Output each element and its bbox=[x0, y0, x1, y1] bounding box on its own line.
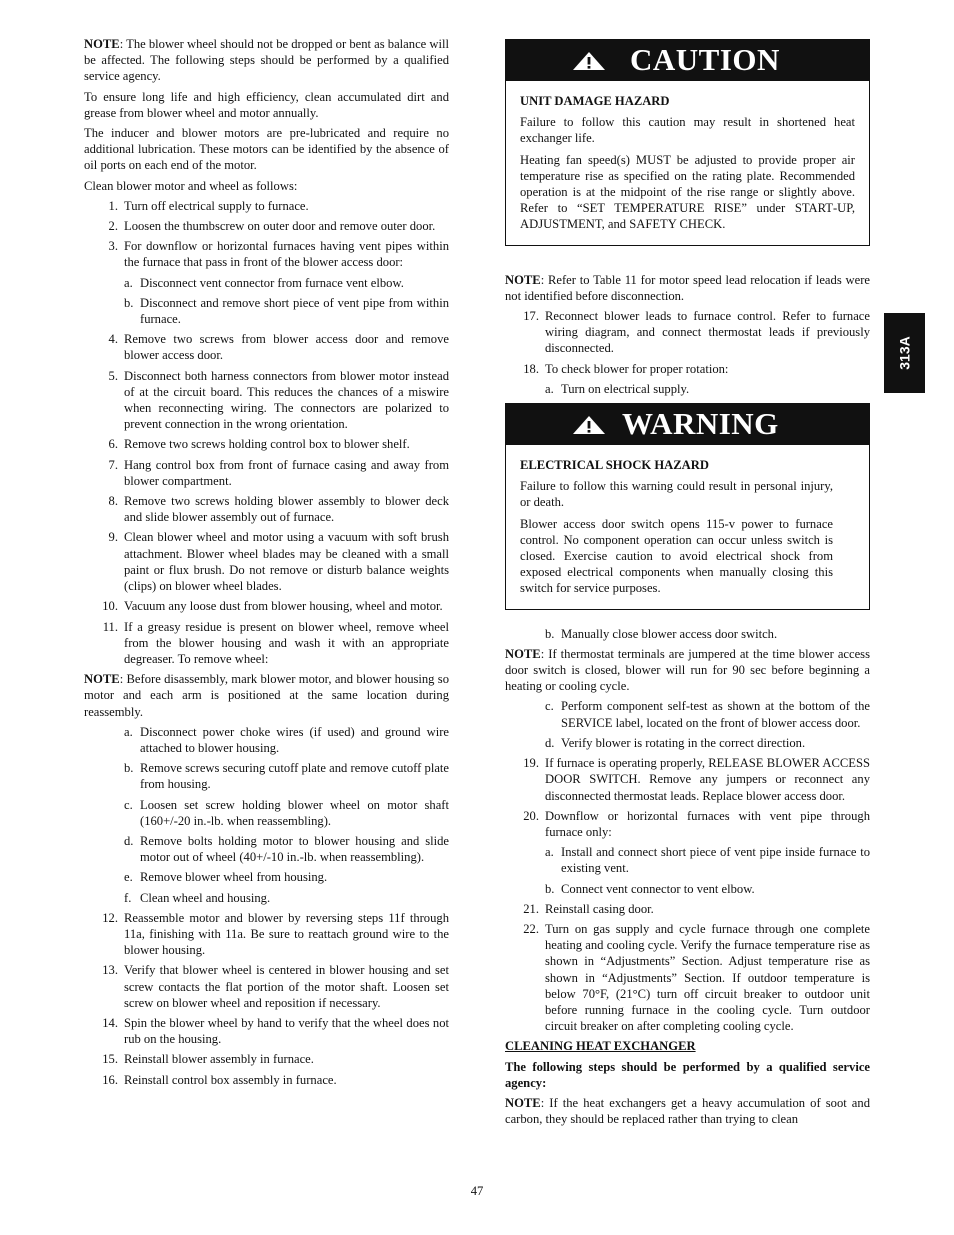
list-item-number: 12. bbox=[102, 910, 118, 925]
warning-text-2: Blower access door switch opens 115‑v power to furnace control. No component operation can occur unless switch is closed. Exercise caution to avoid electrical shock from exposed electrical components when manually closing this switch for service purposes. bbox=[520, 516, 833, 596]
list-item-text: Reconnect blower leads to furnace control. Refer to furnace wiring diagram, and connect thermostat leads if previously disconnected. bbox=[545, 309, 870, 356]
list-item-text: Loosen set screw holding blower wheel on motor shaft (160+/‑20 in.‑lb. when reassembling). bbox=[140, 797, 449, 828]
list-item-text: Disconnect and remove short piece of vent pipe from within furnace. bbox=[140, 295, 449, 327]
list-item bbox=[84, 368, 449, 433]
warning-title: WARNING bbox=[622, 406, 779, 442]
list-item-number: e. bbox=[124, 870, 133, 885]
list-item-text: Turn on gas supply and cycle furnace through one complete heating and cooling cycle. Verify the furnace temperature rise as shown in “Adjustments” Section. Adjust temperature rise as shown in “Adjustments” Section. If outdoor temperature is below 70°F, (21°C) turn off circuit breaker to outdoor unit before running furnace in the cooling cycle. Turn outdoor circuit breaker on after completing cooling cycle. bbox=[545, 921, 870, 1034]
caution-header bbox=[506, 40, 869, 81]
substep-18b: b. Manually close blower access door switch. bbox=[545, 626, 778, 641]
steps-list-4 bbox=[505, 308, 870, 377]
warning-triangle-icon bbox=[572, 415, 606, 435]
substeps-3 bbox=[84, 275, 449, 328]
list-item bbox=[84, 833, 449, 865]
list-item bbox=[505, 698, 870, 730]
note-table-11: NOTE: Refer to Table 11 for motor speed lead relocation if leads were not identified before disconnection. bbox=[505, 272, 870, 303]
list-item-number: f. bbox=[124, 890, 132, 905]
steps-list-5 bbox=[505, 755, 870, 840]
list-item-number: 7. bbox=[108, 457, 118, 472]
list-item bbox=[505, 308, 870, 357]
list-item-text: Disconnect both harness connectors from blower motor instead of at the circuit board. This reduces the chances of a miswire when reconnecting wiring. The connectors are polarized to prevent connection in the wrong orientation. bbox=[124, 368, 449, 432]
warning-hazard: ELECTRICAL SHOCK HAZARD bbox=[520, 458, 709, 473]
note-blower-wheel: NOTE: The blower wheel should not be dropped or bent as balance will be affected. The following steps should be performed by a qualified service agency. bbox=[84, 37, 449, 84]
steps-list-1 bbox=[84, 198, 449, 271]
substep-18a: a. Turn on electrical supply. bbox=[545, 381, 690, 396]
caution-text-1: Failure to follow this caution may result in shortened heat exchanger life. bbox=[520, 115, 855, 146]
caution-text-2: Heating fan speed(s) MUST be adjusted to provide proper air temperature rise as specified on the rating plate. Recommended operation is at the midpoint of the rise range or slightly above. Refer to “SET TEMPERATURE RISE” under START‑UP, ADJUSTMENT, and SAFETY CHECK. bbox=[520, 152, 855, 232]
list-item-number: 13. bbox=[102, 963, 118, 978]
list-item-text: Remove bolts holding motor to blower housing and slide motor out of wheel (40+/‑10 in.‑lb. when reassembling). bbox=[140, 833, 449, 865]
list-item-number: 18. bbox=[523, 361, 539, 376]
paragraph-prelubricated: The inducer and blower motors are pre‑lubricated and require no additional lubrication. These motors can be identified by the absence of oil ports on each end of the motor. bbox=[84, 126, 449, 173]
list-item bbox=[84, 198, 449, 214]
list-item-number: 22. bbox=[523, 921, 539, 936]
qualified-agency-paragraph: The following steps should be performed by a qualified service agency: bbox=[505, 1059, 870, 1090]
list-item-text: Remove blower wheel from housing. bbox=[140, 870, 328, 885]
note-thermostat-jumpered: NOTE: If thermostat terminals are jumpered at the time blower access door switch is closed, blower will run for 90 sec before beginning a heating or cooling cycle. bbox=[505, 646, 870, 694]
list-item bbox=[84, 218, 449, 234]
list-item-text: Remove screws securing cutoff plate and remove cutoff plate from housing. bbox=[140, 761, 449, 792]
list-item-number: a. bbox=[545, 845, 554, 860]
caution-hazard: UNIT DAMAGE HAZARD bbox=[520, 94, 670, 108]
list-item-text: Disconnect power choke wires (if used) and ground wire attached to blower housing. bbox=[140, 724, 449, 755]
list-item bbox=[84, 436, 449, 452]
list-item-text: Vacuum any loose dust from blower housing, wheel and motor. bbox=[124, 599, 443, 614]
list-item bbox=[84, 890, 449, 906]
list-item bbox=[505, 735, 870, 751]
list-item-number: 17. bbox=[523, 309, 539, 324]
left-column bbox=[84, 36, 449, 1092]
list-item-text: Verify blower is rotating in the correct direction. bbox=[561, 735, 806, 750]
steps-list-6 bbox=[505, 901, 870, 1035]
list-item-number: 2. bbox=[108, 219, 118, 234]
list-item-number: a. bbox=[124, 724, 133, 739]
list-item-number: 1. bbox=[108, 198, 118, 213]
list-item-text: Reassemble motor and blower by reversing steps 11f through 11a, finishing with 11a. Be sure to reattach ground wire to the blower housing. bbox=[124, 910, 449, 958]
list-item-text: Reinstall control box assembly in furnace. bbox=[124, 1072, 337, 1087]
substeps-20 bbox=[505, 844, 870, 897]
list-item-number: c. bbox=[545, 699, 554, 714]
note-heat-exchangers: NOTE: If the heat exchangers get a heavy accumulation of soot and carbon, they should be replaced rather than trying to clean bbox=[505, 1095, 870, 1127]
list-item-number: 6. bbox=[108, 437, 118, 452]
page-number: 47 bbox=[470, 1184, 484, 1198]
list-item bbox=[84, 275, 449, 291]
list-item-number: 3. bbox=[108, 239, 118, 254]
list-item-number: 11. bbox=[102, 619, 118, 634]
caution-box bbox=[505, 39, 870, 246]
list-item-text: Install and connect short piece of vent pipe inside furnace to existing vent. bbox=[561, 845, 870, 876]
list-item-text: Perform component self‑test as shown at the bottom of the SERVICE label, located on the front of blower access door. bbox=[561, 699, 870, 730]
list-item-text: Spin the blower wheel by hand to verify that the wheel does not rub on the housing. bbox=[124, 1015, 449, 1047]
list-item-number: b. bbox=[124, 761, 134, 776]
list-item-text: Connect vent connector to vent elbow. bbox=[561, 881, 755, 896]
list-item bbox=[84, 529, 449, 594]
list-item-number: 4. bbox=[108, 332, 118, 347]
caution-title: CAUTION bbox=[630, 42, 780, 78]
list-item bbox=[84, 910, 449, 959]
list-item bbox=[84, 869, 449, 885]
list-item-number: 15. bbox=[102, 1052, 118, 1067]
list-item bbox=[84, 598, 449, 614]
list-item bbox=[505, 361, 870, 377]
list-item bbox=[84, 331, 449, 363]
list-item-number: 10. bbox=[102, 599, 118, 614]
list-item-text: Reinstall casing door. bbox=[545, 901, 654, 916]
list-item bbox=[505, 881, 870, 897]
list-item-text: Remove two screws holding control box to blower shelf. bbox=[124, 437, 410, 452]
list-item-number: b. bbox=[545, 881, 555, 896]
warning-triangle-icon bbox=[572, 51, 606, 71]
list-item bbox=[505, 755, 870, 804]
list-item bbox=[84, 1072, 449, 1088]
right-column bbox=[505, 39, 870, 1131]
list-item-text: Verify that blower wheel is centered in blower housing and set screw contacts the flat portion of the motor shaft. Loosen set screw on blower wheel and reposition if necessary. bbox=[124, 963, 449, 1010]
list-item bbox=[84, 619, 449, 668]
list-item-number: d. bbox=[124, 833, 134, 848]
paragraph-clean-annually: To ensure long life and high efficiency, clean accumulated dirt and grease from blower wheel and motor annually. bbox=[84, 89, 449, 120]
list-item bbox=[84, 1051, 449, 1067]
warning-text-1: Failure to follow this warning could result in personal injury, or death. bbox=[520, 479, 833, 510]
warning-header bbox=[506, 404, 869, 445]
list-item-number: 14. bbox=[102, 1015, 118, 1030]
side-tab-label: 313A bbox=[896, 336, 913, 370]
list-item-text: Hang control box from front of furnace casing and away from blower compartment. bbox=[124, 457, 449, 488]
list-item-number: 8. bbox=[108, 494, 118, 509]
note-before-disassembly: NOTE: Before disassembly, mark blower motor, and blower housing so motor and each arm is positioned at the same location during reassembly. bbox=[84, 672, 449, 719]
list-item-text: If a greasy residue is present on blower wheel, remove wheel from the blower housing and wash it with an appropriate degreaser. To remove wheel: bbox=[124, 619, 449, 666]
section-heading-cleaning-heat-exchanger: CLEANING HEAT EXCHANGER bbox=[505, 1039, 696, 1054]
list-item-number: 5. bbox=[108, 368, 118, 383]
list-item-text: Loosen the thumbscrew on outer door and remove outer door. bbox=[124, 219, 436, 234]
list-item bbox=[505, 921, 870, 1034]
list-item-number: 16. bbox=[102, 1072, 118, 1087]
list-item-number: 20. bbox=[523, 808, 539, 823]
list-item-text: Turn off electrical supply to furnace. bbox=[124, 198, 309, 213]
side-tab bbox=[884, 313, 925, 393]
list-item-text: Reinstall blower assembly in furnace. bbox=[124, 1052, 314, 1067]
warning-box bbox=[505, 403, 870, 610]
list-item-number: d. bbox=[545, 735, 555, 750]
list-item-number: 9. bbox=[108, 530, 118, 545]
list-item bbox=[505, 808, 870, 840]
list-item bbox=[84, 724, 449, 756]
list-item bbox=[505, 901, 870, 917]
list-item bbox=[84, 962, 449, 1011]
steps-list-2 bbox=[84, 331, 449, 667]
list-item bbox=[505, 844, 870, 876]
list-item-number: a. bbox=[124, 275, 133, 290]
list-item-text: To check blower for proper rotation: bbox=[545, 361, 729, 376]
list-item-text: For downflow or horizontal furnaces having vent pipes within the furnace that pass in front of the blower access door: bbox=[124, 239, 449, 270]
list-item-text: Clean wheel and housing. bbox=[140, 890, 271, 905]
list-item-text: Clean blower wheel and motor using a vacuum with soft brush attachment. Blower wheel blades may be cleaned with a small paint or flux brush. Do not remove or disturb balance weights (clips) on blower wheel blades. bbox=[124, 530, 449, 594]
list-item-text: Downflow or horizontal furnaces with vent pipe through furnace only: bbox=[545, 808, 870, 839]
list-item bbox=[84, 760, 449, 792]
list-item-text: Remove two screws from blower access door and remove blower access door. bbox=[124, 332, 449, 363]
paragraph-clean-as-follows: Clean blower motor and wheel as follows: bbox=[84, 178, 298, 193]
substeps-18cd bbox=[505, 698, 870, 751]
substeps-11 bbox=[84, 724, 449, 906]
list-item bbox=[84, 295, 449, 327]
list-item bbox=[84, 457, 449, 489]
list-item-number: b. bbox=[124, 295, 134, 310]
list-item bbox=[84, 493, 449, 525]
list-item-number: 19. bbox=[523, 756, 539, 771]
list-item-number: c. bbox=[124, 797, 133, 812]
list-item-number: 21. bbox=[523, 901, 539, 916]
list-item-text: Disconnect vent connector from furnace vent elbow. bbox=[140, 275, 404, 290]
list-item bbox=[84, 1015, 449, 1047]
list-item-text: Remove two screws holding blower assembly to blower deck and slide blower assembly out of furnace. bbox=[124, 494, 449, 525]
steps-list-3 bbox=[84, 910, 449, 1088]
list-item bbox=[84, 797, 449, 829]
list-item bbox=[84, 238, 449, 270]
list-item-text: If furnace is operating properly, RELEASE BLOWER ACCESS DOOR SWITCH. Remove any jumpers or reconnect any disconnected thermostat leads. Replace blower access door. bbox=[545, 756, 870, 803]
